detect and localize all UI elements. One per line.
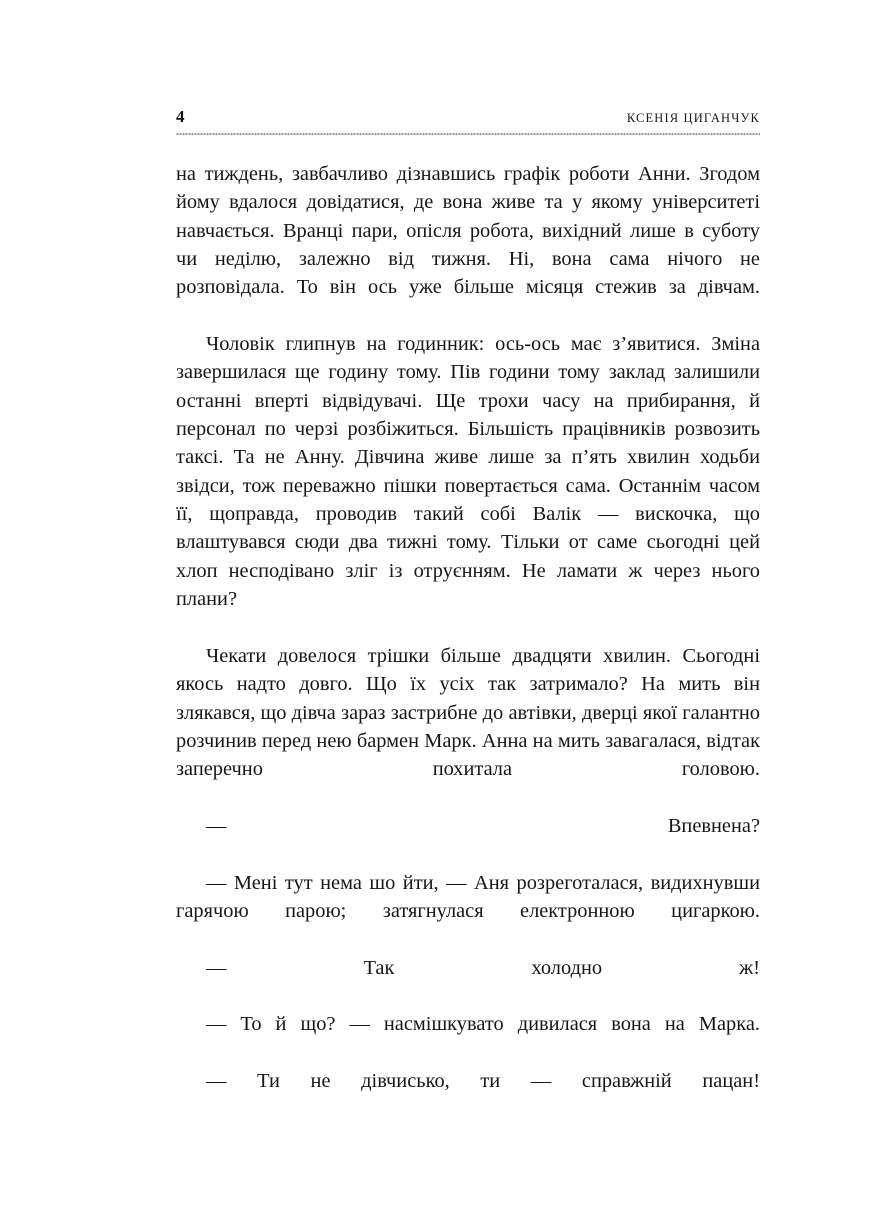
running-head xyxy=(176,108,760,125)
header-dotted-rule xyxy=(176,133,760,135)
paragraph-3: Чекати довелося трішки більше двадцяти хвилин. Сьогодні якось надто довго. Що їх усіх так затримало? На мить він злякався, що дівча зараз застрибне до автівки, дверці якої галантно розчинив перед нею бармен Марк. Анна на мить завагалася, відтак заперечно похитала головою. xyxy=(176,644,760,781)
paragraph-1: на тиждень, завбачливо дізнавшись графік роботи Анни. Згодом йому вдалося довідатися, де вона живе та у якому університеті навчається. Вранці пари, опісля робота, вихідний лише в суботу чи неділю, залежно від тижня. Ні, вона сама нічого не розповідала. То він ось уже більше місяця стежив за дівчам. xyxy=(176,163,760,299)
dialogue-line-2: — Мені тут нема шо йти, — Аня розреготалася, видихнувши гарячою парою; затягнулася електронною цигаркою. xyxy=(176,871,760,922)
running-head-author: КСЕНІЯ ЦИГАНЧУК xyxy=(626,111,760,125)
dialogue-line-3: — Так холодно ж! xyxy=(206,956,760,979)
paragraph-2: Чоловік глипнув на годинник: ось-ось має з’явитися. Зміна завершилася ще годину тому. Пів години тому заклад залишили останні вперті відвідувачі. Ще трохи часу на прибирання, й персонал по черзі розбіжиться. Більшість працівників розвозить таксі. Та не Анну. Дівчина живе лише за п’ять хвилин ходьби звідси, тож переважно пішки повертається сама. Останнім часом її, щоправда, проводив такий собі Валік — вискочка, що влаштувався сюди два тижні тому. Тільки от саме сьогодні цей хлоп несподівано зліг із отруєнням. Не ламати ж через нього плани? xyxy=(176,333,760,611)
page-number: 4 xyxy=(176,107,185,126)
body-text-block xyxy=(176,160,760,1124)
dialogue-line-1: — Впевнена? xyxy=(206,814,760,837)
dialogue-line-4: — То й що? — насмішкувато дивилася вона на Марка. xyxy=(206,1013,760,1036)
dialogue-line-5: — Ти не дівчисько, ти — справжній пацан! xyxy=(206,1070,760,1092)
